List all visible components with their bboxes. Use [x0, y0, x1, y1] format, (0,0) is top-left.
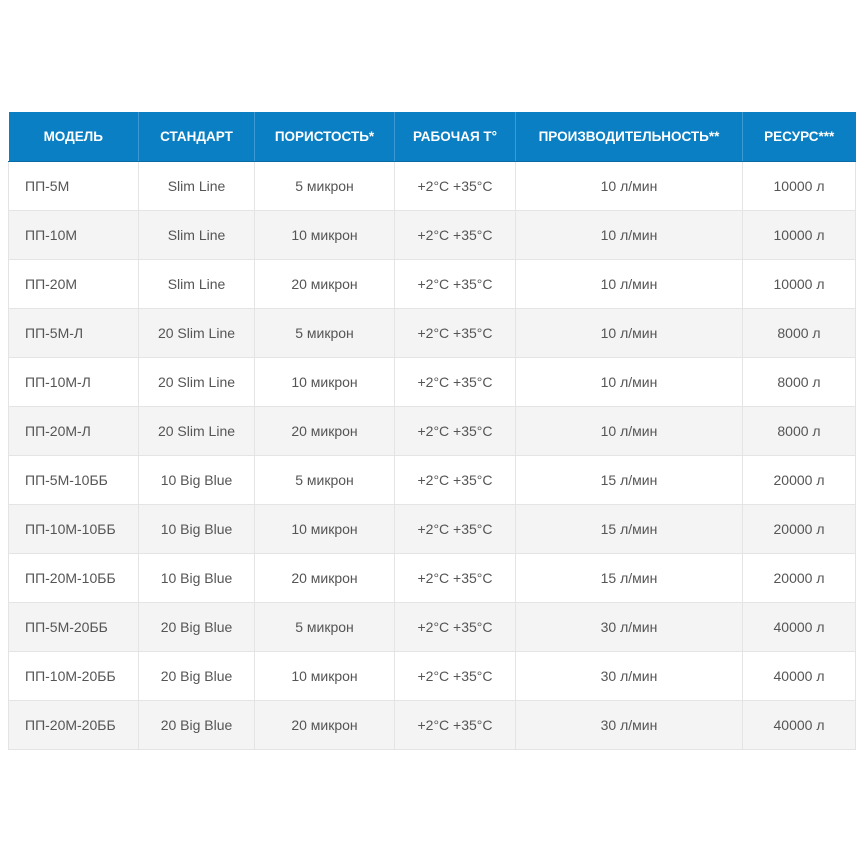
cell-throughput: 30 л/мин: [516, 700, 743, 749]
cell-temperature: +2°С +35°С: [395, 700, 516, 749]
cell-temperature: +2°С +35°С: [395, 651, 516, 700]
cell-standard: 20 Slim Line: [139, 406, 255, 455]
cell-resource: 10000 л: [743, 161, 856, 210]
specs-table-container: [8, 112, 855, 750]
table-row: [9, 406, 856, 455]
table-row: [9, 651, 856, 700]
cell-porosity: 10 микрон: [255, 357, 395, 406]
table-row: [9, 259, 856, 308]
cell-model: ПП-5М-Л: [9, 308, 139, 357]
cell-model: ПП-10М-10ББ: [9, 504, 139, 553]
table-body: [9, 161, 856, 749]
cell-resource: 8000 л: [743, 308, 856, 357]
cell-resource: 8000 л: [743, 357, 856, 406]
cell-temperature: +2°С +35°С: [395, 602, 516, 651]
cell-model: ПП-5М-20ББ: [9, 602, 139, 651]
cell-throughput: 15 л/мин: [516, 553, 743, 602]
cell-model: ПП-20М: [9, 259, 139, 308]
cell-porosity: 10 микрон: [255, 651, 395, 700]
cell-resource: 20000 л: [743, 553, 856, 602]
cell-standard: 20 Big Blue: [139, 602, 255, 651]
cell-throughput: 10 л/мин: [516, 357, 743, 406]
cell-resource: 40000 л: [743, 651, 856, 700]
cell-model: ПП-20М-Л: [9, 406, 139, 455]
cell-model: ПП-10М: [9, 210, 139, 259]
cell-throughput: 30 л/мин: [516, 602, 743, 651]
cell-resource: 10000 л: [743, 259, 856, 308]
cell-throughput: 15 л/мин: [516, 455, 743, 504]
table-header: [9, 112, 856, 161]
cell-standard: 10 Big Blue: [139, 504, 255, 553]
header-throughput: ПРОИЗВОДИТЕЛЬНОСТЬ**: [516, 112, 743, 161]
cell-porosity: 5 микрон: [255, 455, 395, 504]
table-row: [9, 308, 856, 357]
cell-porosity: 10 микрон: [255, 210, 395, 259]
header-resource: РЕСУРС***: [743, 112, 856, 161]
cell-standard: Slim Line: [139, 210, 255, 259]
cell-resource: 10000 л: [743, 210, 856, 259]
cell-standard: Slim Line: [139, 161, 255, 210]
cell-model: ПП-5М-10ББ: [9, 455, 139, 504]
cell-resource: 40000 л: [743, 602, 856, 651]
table-row: [9, 210, 856, 259]
cell-model: ПП-20М-10ББ: [9, 553, 139, 602]
cell-porosity: 20 микрон: [255, 406, 395, 455]
cell-porosity: 20 микрон: [255, 700, 395, 749]
cell-standard: 10 Big Blue: [139, 553, 255, 602]
cell-standard: 10 Big Blue: [139, 455, 255, 504]
table-row: [9, 553, 856, 602]
cell-standard: 20 Big Blue: [139, 651, 255, 700]
cell-porosity: 5 микрон: [255, 308, 395, 357]
table-row: [9, 700, 856, 749]
cell-standard: 20 Big Blue: [139, 700, 255, 749]
specs-table: [8, 112, 856, 750]
cell-throughput: 10 л/мин: [516, 308, 743, 357]
table-row: [9, 602, 856, 651]
cell-model: ПП-20М-20ББ: [9, 700, 139, 749]
cell-standard: Slim Line: [139, 259, 255, 308]
header-working-temperature: РАБОЧАЯ Т°: [395, 112, 516, 161]
cell-temperature: +2°С +35°С: [395, 455, 516, 504]
cell-model: ПП-5М: [9, 161, 139, 210]
cell-resource: 20000 л: [743, 455, 856, 504]
cell-temperature: +2°С +35°С: [395, 553, 516, 602]
cell-temperature: +2°С +35°С: [395, 308, 516, 357]
cell-standard: 20 Slim Line: [139, 357, 255, 406]
cell-resource: 40000 л: [743, 700, 856, 749]
cell-porosity: 5 микрон: [255, 161, 395, 210]
table-row: [9, 161, 856, 210]
cell-throughput: 10 л/мин: [516, 161, 743, 210]
cell-model: ПП-10М-Л: [9, 357, 139, 406]
table-row: [9, 455, 856, 504]
cell-porosity: 5 микрон: [255, 602, 395, 651]
cell-standard: 20 Slim Line: [139, 308, 255, 357]
cell-temperature: +2°С +35°С: [395, 504, 516, 553]
cell-resource: 20000 л: [743, 504, 856, 553]
cell-model: ПП-10М-20ББ: [9, 651, 139, 700]
cell-resource: 8000 л: [743, 406, 856, 455]
cell-porosity: 20 микрон: [255, 553, 395, 602]
cell-throughput: 10 л/мин: [516, 406, 743, 455]
header-standard: СТАНДАРТ: [139, 112, 255, 161]
header-porosity: ПОРИСТОСТЬ*: [255, 112, 395, 161]
cell-temperature: +2°С +35°С: [395, 210, 516, 259]
cell-temperature: +2°С +35°С: [395, 161, 516, 210]
cell-temperature: +2°С +35°С: [395, 406, 516, 455]
header-model: МОДЕЛЬ: [9, 112, 139, 161]
cell-porosity: 10 микрон: [255, 504, 395, 553]
cell-temperature: +2°С +35°С: [395, 357, 516, 406]
table-row: [9, 504, 856, 553]
cell-throughput: 10 л/мин: [516, 259, 743, 308]
header-row: [9, 112, 856, 161]
cell-throughput: 10 л/мин: [516, 210, 743, 259]
table-row: [9, 357, 856, 406]
cell-porosity: 20 микрон: [255, 259, 395, 308]
cell-temperature: +2°С +35°С: [395, 259, 516, 308]
cell-throughput: 15 л/мин: [516, 504, 743, 553]
cell-throughput: 30 л/мин: [516, 651, 743, 700]
